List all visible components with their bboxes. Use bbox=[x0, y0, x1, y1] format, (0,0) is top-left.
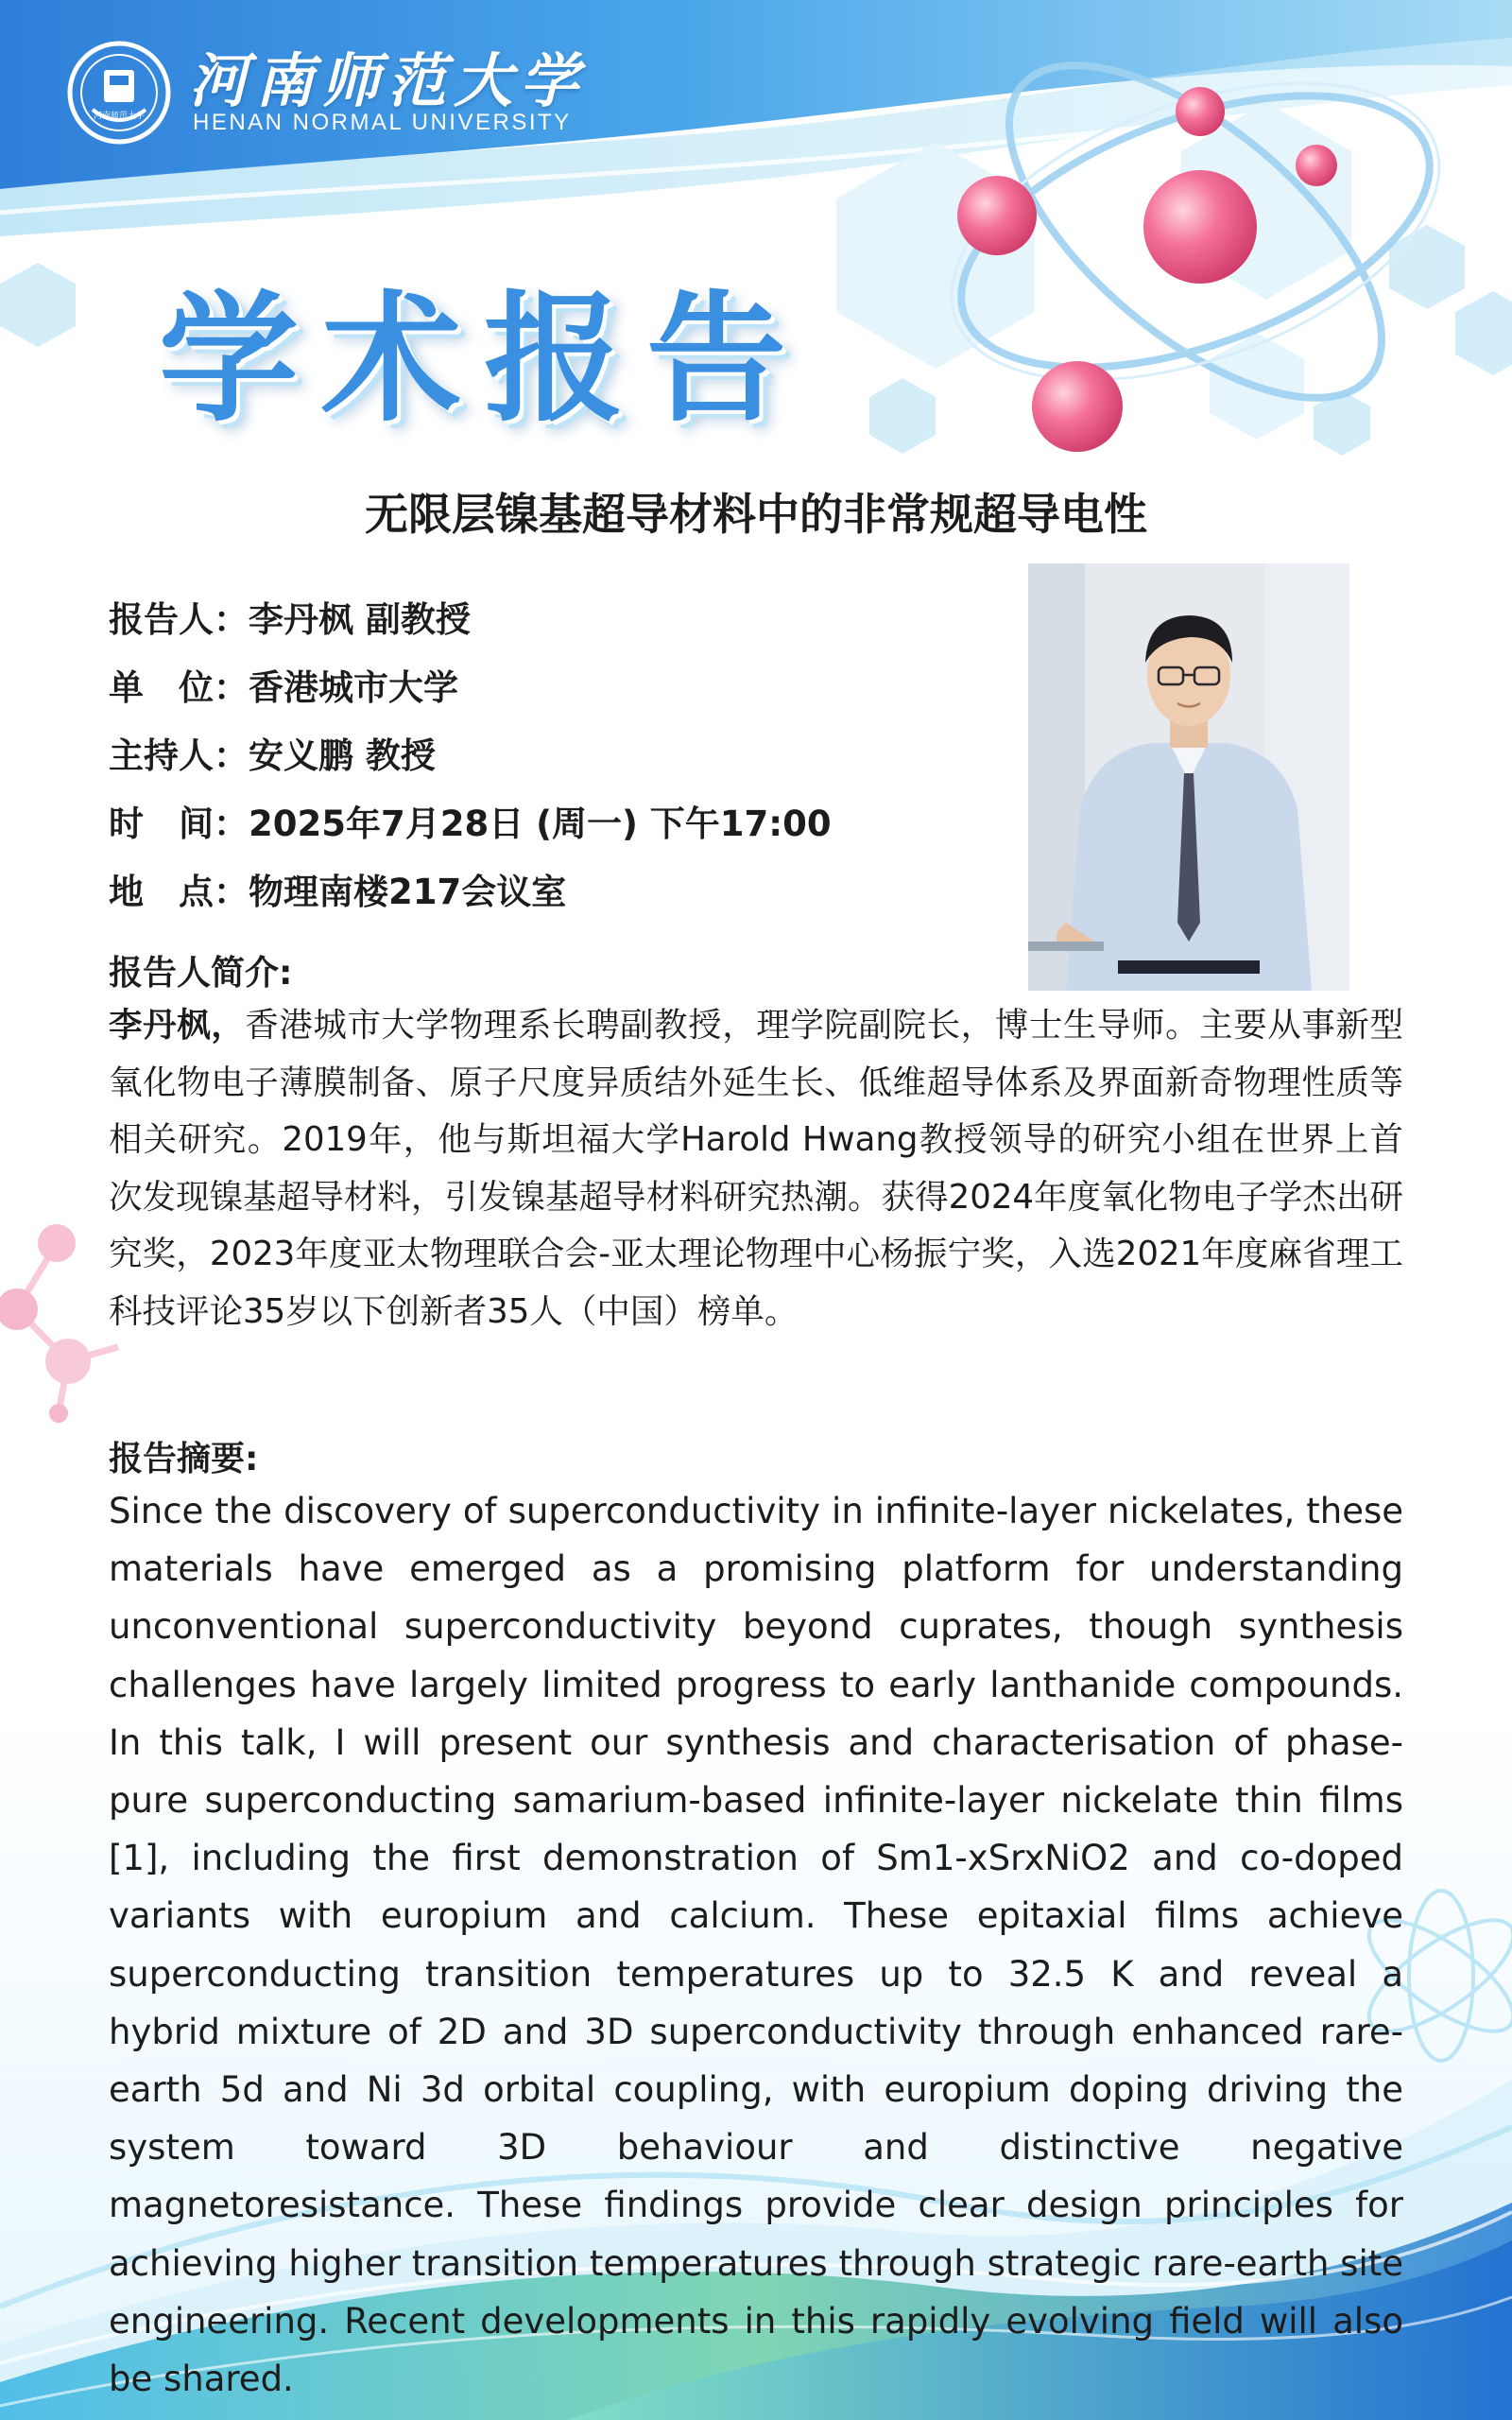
bio-text bbox=[109, 997, 1403, 1340]
info-label: 报告人： bbox=[109, 599, 249, 640]
info-label: 地 点： bbox=[109, 872, 249, 912]
info-value: 香港城市大学 bbox=[249, 667, 458, 708]
university-logo-icon bbox=[66, 40, 172, 146]
info-value: 李丹枫 副教授 bbox=[249, 599, 471, 640]
speaker-portrait-illustration bbox=[1028, 563, 1349, 991]
info-label: 主持人： bbox=[109, 735, 249, 776]
info-value: 2025年7月28日 (周一) 下午17:00 bbox=[249, 804, 832, 844]
abstract-heading: 报告摘要: bbox=[109, 1440, 259, 1478]
info-row-location bbox=[109, 863, 566, 914]
speaker-photo bbox=[1028, 563, 1349, 991]
bio-body: 香港城市大学物理系长聘副教授，理学院副院长，博士生导师。主要从事新型氧化物电子薄膜制备、原子尺度异质结外延生长、低维超导体系及界面新奇物理性质等相关研究。2019年，他与斯坦福大学Harold Hwang教授领导的研究小组在世界上首次发现镍基超导材料，引发镍基超导材料研究热潮。获得2024年度氧化物电子学杰出研究奖，2023年度亚太物理联合会-亚太理论物理中心杨振宁奖，入选2021年度麻省理工科技评论35岁以下创新者35人（中国）榜单。 bbox=[109, 1006, 1403, 1331]
info-row-time bbox=[109, 795, 832, 846]
abstract-text: Since the discovery of superconductivity in infinite-layer nickelates, these materials have emerged as a promising platform for understanding unconventional superconductivity beyond cuprates, though synthesis challenges have largely limited progress to early lanthanide compounds. In this talk, I will present our synthesis and characterisation of phase-pure superconducting samarium-based infinite-layer nickelate thin films [1], including the first demonstration of Sm1-xSrxNiO2 and co-doped variants with europium and calcium. These epitaxial films achieve superconducting transition temperatures up to 32.5 K and reveal a hybrid mixture of 2D and 3D superconductivity through enhanced rare-earth 5d and Ni 3d orbital coupling, with europium doping driving the system toward 3D behaviour and distinctive negative magnetoresistance. These findings provide clear design principles for achieving higher transition temperatures through strategic rare-earth site engineering. Recent developments in this rapidly evolving field will also be shared. bbox=[109, 1491, 1403, 2400]
info-value: 物理南楼217会议室 bbox=[249, 872, 567, 912]
banner-title: 学术报告 bbox=[159, 278, 809, 441]
info-value: 安义鹏 教授 bbox=[249, 735, 436, 776]
molecule-icon bbox=[0, 1224, 118, 1423]
info-label: 单 位： bbox=[109, 667, 249, 708]
university-name-cn: 河南师范大学 bbox=[189, 46, 587, 115]
bio-name: 李丹枫， bbox=[109, 1006, 246, 1045]
talk-title: 无限层镍基超导材料中的非常规超导电性 bbox=[365, 489, 1147, 540]
info-row-host bbox=[109, 727, 436, 778]
svg-text:河南师范大学: 河南师范大学 bbox=[93, 112, 146, 121]
info-row-speaker bbox=[109, 591, 471, 642]
info-label: 时 间： bbox=[109, 804, 249, 844]
info-row-affiliation bbox=[109, 659, 458, 710]
bio-heading: 报告人简介: bbox=[109, 954, 293, 993]
university-name-en: HENAN NORMAL UNIVERSITY bbox=[193, 110, 572, 135]
